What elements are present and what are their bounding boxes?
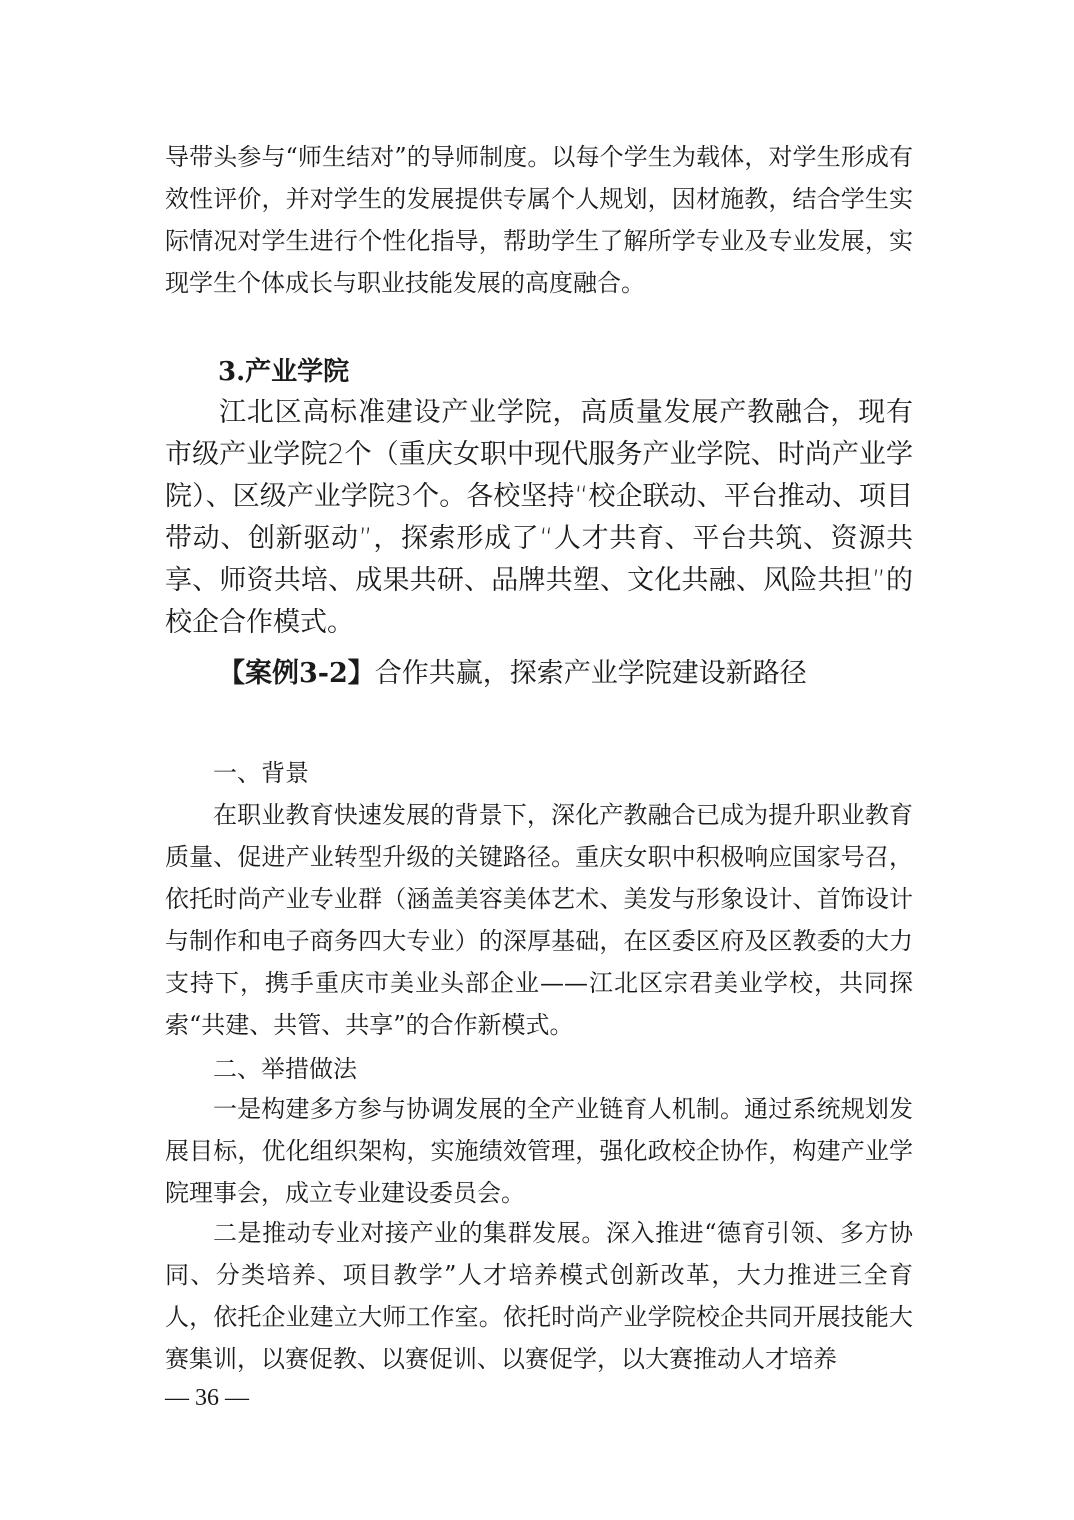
page-number: — 36 — <box>165 1385 249 1411</box>
intro-paragraph: 导带头参与“师生结对”的导师制度。以每个学生为载体，对学生形成有效性评价，并对学生的发展提供专属个人规划，因材施教，结合学生实际情况对学生进行个性化指导，帮助学生了解所学专业及专业发展，实现学生个体成长与职业技能发展的高度融合。 <box>165 143 913 297</box>
case-title <box>218 652 807 696</box>
measures-heading: 二、举措做法 <box>213 1055 357 1083</box>
measures-paragraph-1: 一是构建多方参与协调发展的全产业链育人机制。通过系统规划发展目标，优化组织架构，实施绩效管理，强化政校企协作，构建产业学院理事会，成立专业建设委员会。 <box>165 1095 913 1207</box>
section-3-paragraph: 江北区高标准建设产业学院，高质量发展产教融合，现有市级产业学院2个（重庆女职中现代服务产业学院、时尚产业学院）、区级产业学院3个。各校坚持“校企联动、平台推动、项目带动、创新驱动”，探索形成了“人才共育、平台共筑、资源共享、师资共培、成果共研、品牌共塑、文化共融、风险共担”的校企合作模式。 <box>165 397 913 638</box>
case-label: 【案例3-2】 <box>218 658 375 689</box>
measures-paragraph-2: 二是推动专业对接产业的集群发展。深入推进“德育引领、多方协同、分类培养、项目教学”人才培养模式创新改革，大力推进三全育人，依托企业建立大师工作室。依托时尚产业学院校企共同开展技能大赛集训，以赛促教、以赛促训、以赛促学，以大赛推动人才培养 <box>165 1219 913 1373</box>
background-paragraph: 在职业教育快速发展的背景下，深化产教融合已成为提升职业教育质量、促进产业转型升级的关键路径。重庆女职中积极响应国家号召，依托时尚产业专业群（涵盖美容美体艺术、美发与形象设计、首饰设计与制作和电子商务四大专业）的深厚基础，在区委区府及区教委的大力支持下，携手重庆市美业头部企业——江北区宗君美业学校，共同探索“共建、共管、共享”的合作新模式。 <box>165 801 913 1039</box>
background-heading: 一、背景 <box>213 759 309 787</box>
case-title-text: 合作共赢，探索产业学院建设新路径 <box>374 658 807 689</box>
section-3-heading: 3.产业学院 <box>218 357 350 387</box>
